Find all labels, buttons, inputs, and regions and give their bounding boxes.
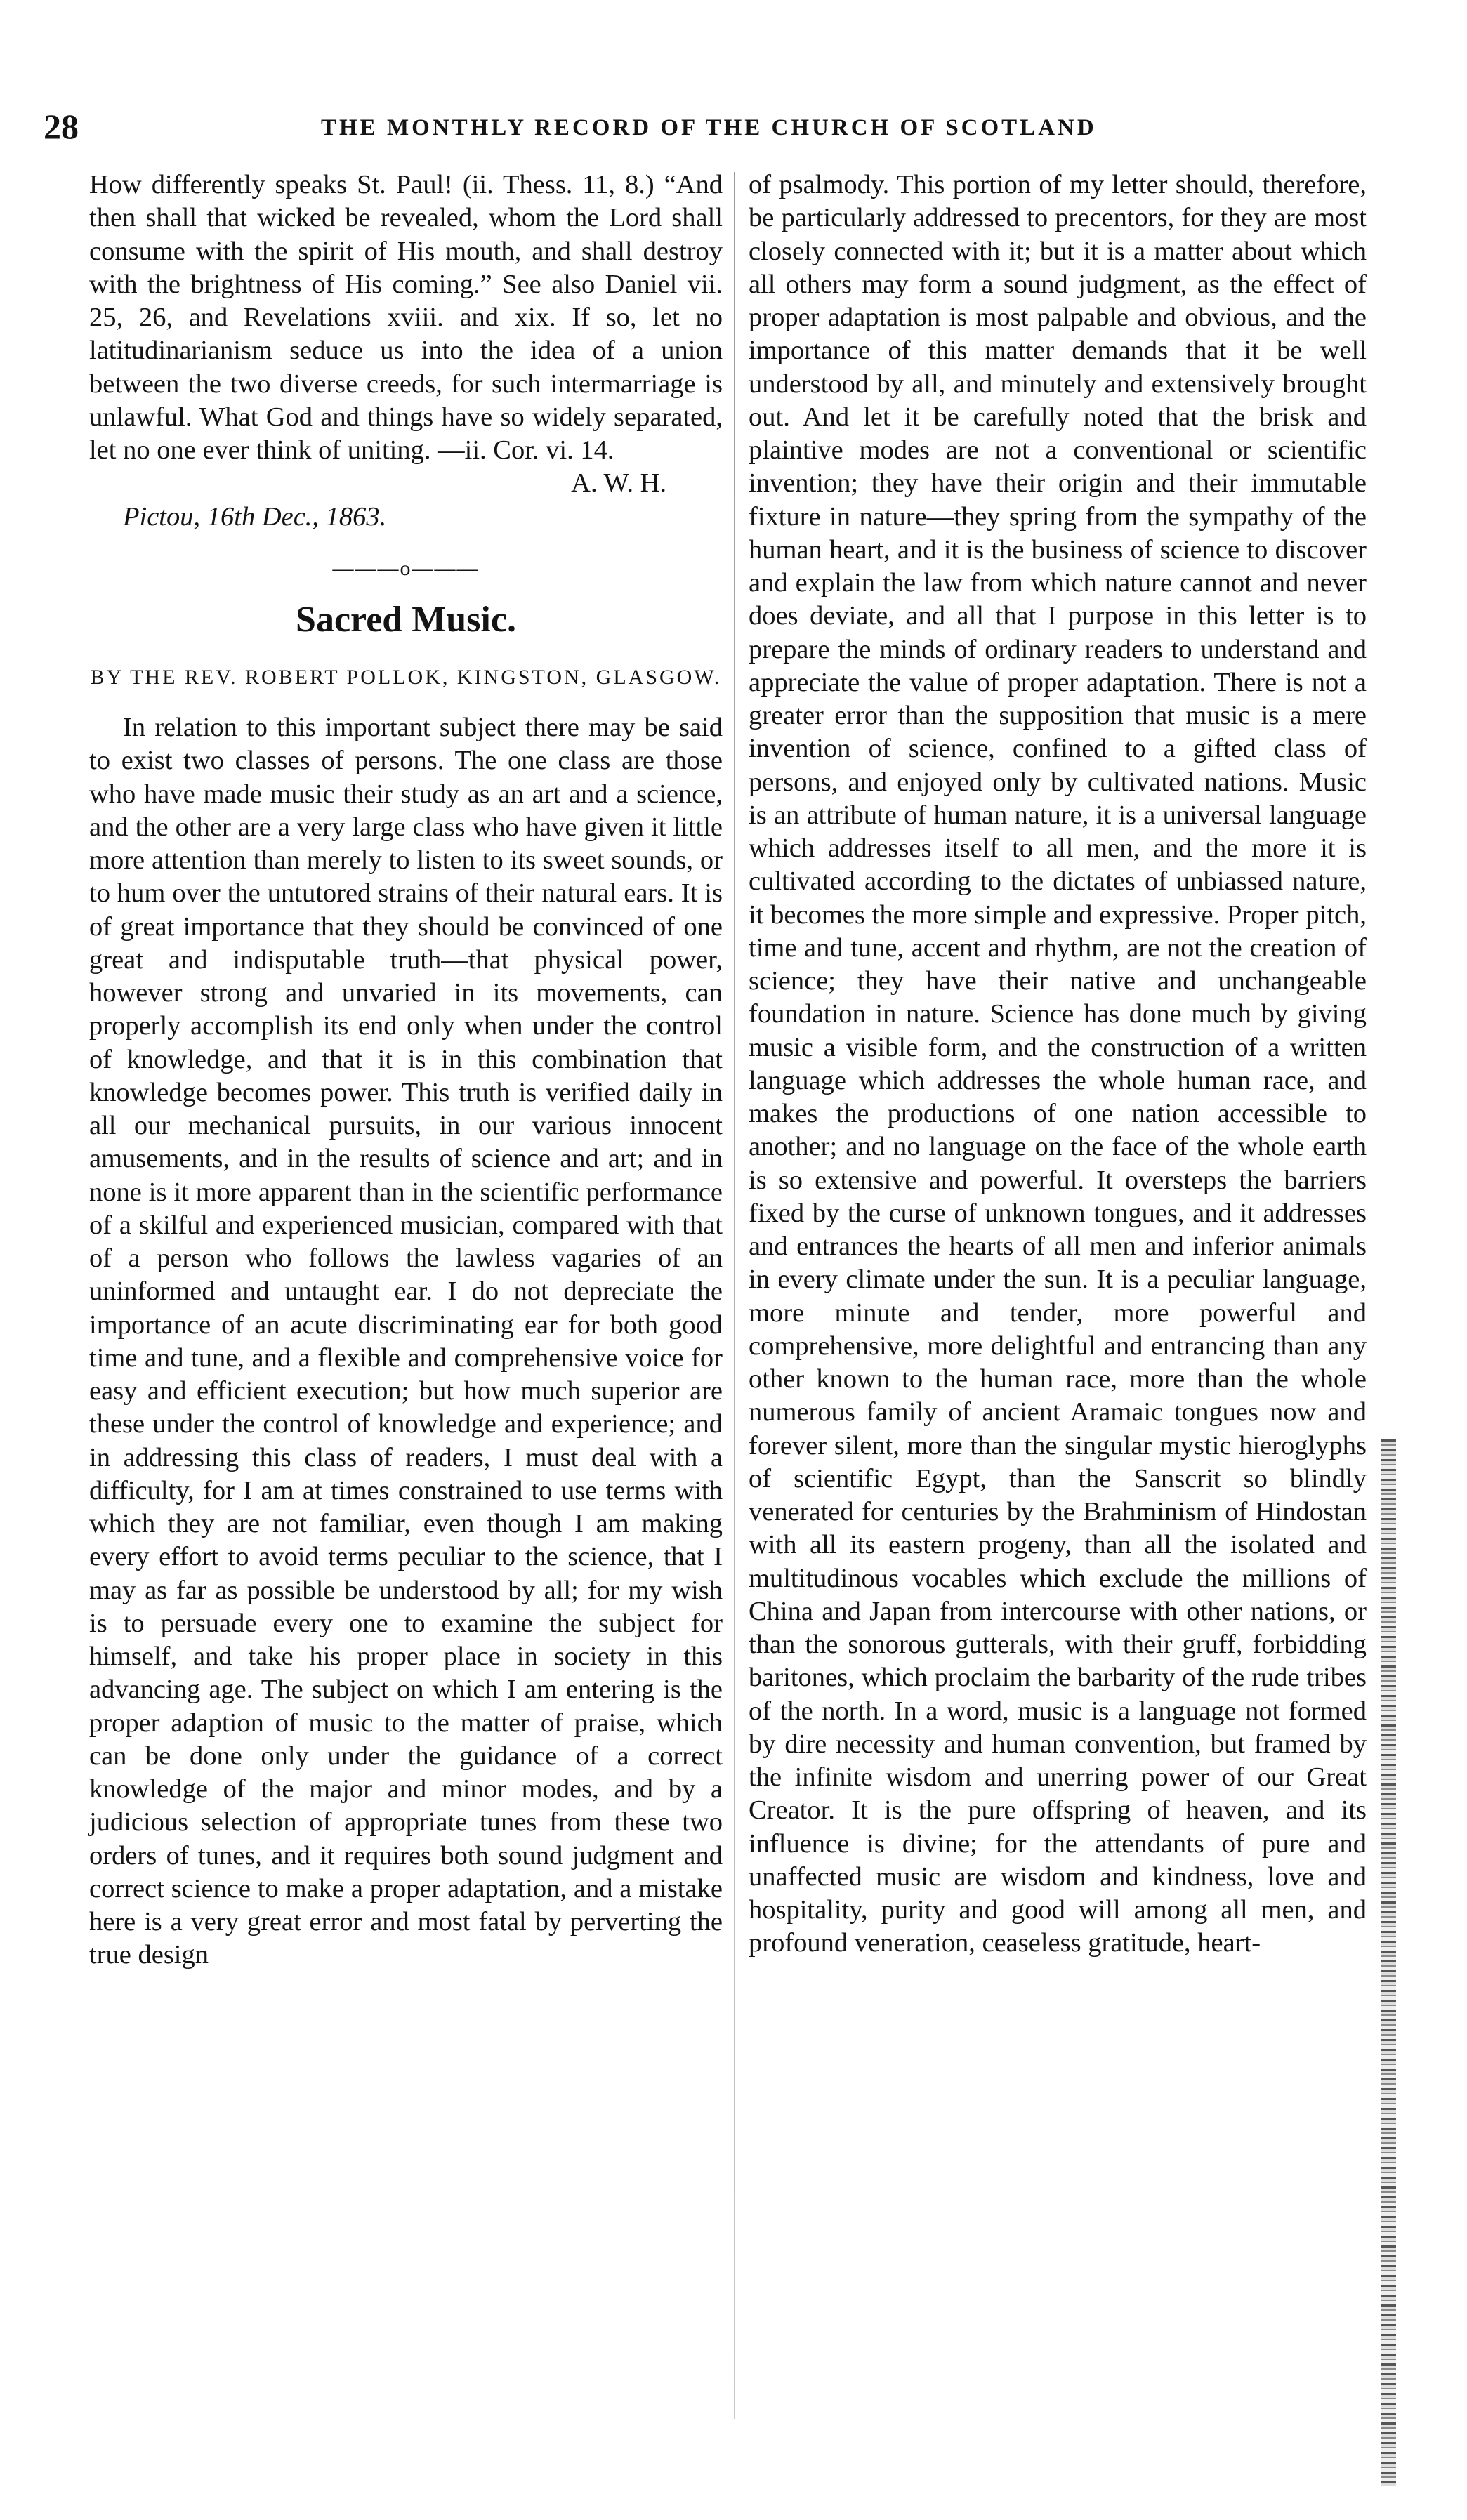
- running-title: THE MONTHLY RECORD OF THE CHURCH OF SCOTLAND: [321, 115, 1097, 140]
- signature: A. W. H.: [571, 468, 666, 499]
- page-number: 28: [44, 107, 79, 146]
- right-column: [749, 169, 1367, 1960]
- article-text: In relation to this important subject there may be said to exist two classes of persons. The one class are those who have made music their study as an art and a science, and the other are a very large class who have given it little more attention than merely to listen to its sweet sounds, or to hum over the untutored strains of their natural ears. It is of great importance that they should be convinced of one great and indisputable truth—that physical power, however strong and unvaried in its movements, can properly accomplish its end only when under the control of knowledge, and that it is in this combination that knowledge becomes power. This truth is verified daily in all our mechanical pursuits, in our various innocent amusements, and in the results of science and art; and in none is it more apparent than in the scientific performance of a skilful and experienced musician, compared with that of a person who follows the lawless vagaries of an uninformed and untaught ear. I do not depreciate the importance of an acute discriminating ear for both good time and tune, and a flexible and comprehensive voice for easy and efficient execution; but how much superior are these under the control of knowledge and experience; and in addressing this class of readers, I must deal with a difficulty, for I am at times constrained to use terms with which they are not familiar, even though I am making every effort to avoid terms peculiar to the science, that I may as far as possible be understood by all; for my wish is to persuade every one to examine the subject for himself, and take his proper place in society in this advancing age. The subject on which I am entering is the proper adaption of music to the matter of praise, which can be done only under the guidance of a correct knowledge of the major and minor modes, and by a judicious selection of appropriate tunes from these two orders of tunes, and it requires both sound judgment and correct science to make a proper adaptation, and a mistake here is a very great error and most fatal by perverting the true design: [89, 713, 723, 1970]
- section-ornament: ———o———: [332, 556, 480, 580]
- column-divider: [734, 172, 735, 2419]
- section-title: Sacred Music.: [296, 600, 516, 640]
- left-column: [89, 169, 723, 1972]
- page-edge-scan-artifact: [1381, 1439, 1396, 2486]
- signature-line: [89, 467, 723, 500]
- page-header: [44, 105, 1399, 147]
- letter-text: How differently speaks St. Paul! (ii. Thess. 11, 8.) “And then shall that wicked be revealed, whom the Lord shall consume with the spirit of His mouth, and shall destroy with the brightness of His coming.” See also Daniel vii. 25, 26, and Revelations xviii. and xix. If so, let no latitudinarianism seduce us into the idea of a union between the two diverse creeds, for such intermarriage is unlawful. What God and things have so widely separated, let no one ever think of uniting. —ii. Cor. vi. 14.: [89, 170, 723, 465]
- byline: BY THE REV. ROBERT POLLOK, KINGSTON, GLASGOW.: [90, 666, 722, 689]
- dateline: Pictou, 16th Dec., 1863.: [123, 501, 387, 532]
- article-continued-text: of psalmody. This portion of my letter should, therefore, be particularly addressed to precentors, for they are most closely connected with it; but it is a matter about which all others may form a sound judgment, as the effect of proper adaptation is most palpable and obvious, and the importance of this matter demands that it be well understood by all, and minutely and extensively brought out. And let it be carefully noted that the brisk and plaintive modes are not a conventional or scientific invention; they have their origin and their immutable fixture in nature—they spring from the sympathy of the human heart, and it is the business of science to discover and explain the law from which nature cannot and never does deviate, and all that I purpose in this letter is to prepare the minds of ordinary readers to understand and appreciate the value of proper adaptation. There is not a greater error than the supposition that music is a mere invention of science, confined to a gifted class of persons, and enjoyed only by cultivated nations. Music is an attribute of human nature, it is a universal language which addresses itself to all men, and the more it is cultivated according to the dictates of unbiassed nature, it becomes the more simple and expressive. Proper pitch, time and tune, accent and rhythm, are not the creation of science; they have their native and unchangeable foundation in nature. Science has done much by giving music a visible form, and the construction of a written language which addresses the whole human race, and makes the productions of one nation accessible to another; and no language on the face of the whole earth is so extensive and powerful. It oversteps the barriers fixed by the curse of unknown tongues, and it addresses and entrances the hearts of all men and inferior animals in every climate under the sun. It is a peculiar language, more minute and tender, more powerful and comprehensive, more delightful and entrancing than any other known to the human race, more than the whole numerous family of ancient Aramaic tongues now and forever silent, more than the singular mystic hieroglyphs of scientific Egypt, than the Sanscrit so blindly venerated for centuries by the Brahminism of Hindostan with all its eastern progeny, than all the isolated and multitudinous vocables which exclude the millions of China and Japan from intercourse with other nations, or than the sonorous gutterals, with their gruff, forbidding baritones, which proclaim the barbarity of the rude tribes of the north. In a word, music is a language not formed by dire necessity and human convention, but framed by the infinite wisdom and unerring power of our Great Creator. It is the pure offspring of heaven, and its influence is divine; for the attendants of pure and unaffected music are wisdom and kindness, love and hospitality, purity and good will among all men, and profound veneration, ceaseless gratitude, heart-: [749, 170, 1367, 1958]
